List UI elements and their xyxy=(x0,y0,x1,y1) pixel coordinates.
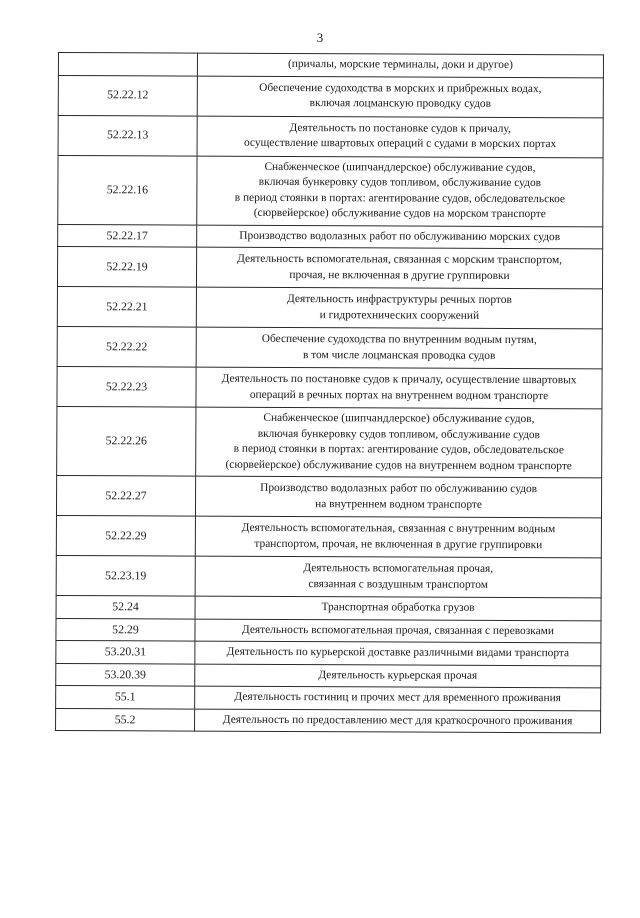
activity-code-cell: 52.22.27 xyxy=(56,475,195,516)
activity-description-cell: Деятельность вспомогательная, связанная с внутренним водным транспортом, прочая, не включенная в другие группировки xyxy=(195,516,601,558)
activity-description-cell: Производство водолазных работ по обслуживанию морских судов xyxy=(197,225,603,249)
table-row xyxy=(56,555,601,597)
activity-description-cell: Транспортная обработка грузов xyxy=(195,596,601,620)
activity-code-cell: 52.29 xyxy=(56,618,195,641)
activity-code-cell: 52.22.22 xyxy=(57,326,196,367)
table-row xyxy=(56,515,601,557)
table-row xyxy=(58,224,603,249)
activity-code-cell: 52.22.26 xyxy=(57,406,196,476)
page-number: 3 xyxy=(316,30,324,45)
table-row xyxy=(58,155,603,226)
activity-description-cell: Снабженческое (шипчандлерское) обслуживание судов, включая бункеровку судов топливом, обслуживание судов в период стоянки в портах: агентирование судов, обследовательское (сюрвейерское) обслуживание судов на внутреннем водном транспорте xyxy=(196,407,602,478)
table-row xyxy=(56,685,601,710)
activity-code-cell: 52.23.19 xyxy=(56,555,195,596)
activity-code-cell: 52.22.16 xyxy=(58,155,197,225)
table-row xyxy=(56,618,601,643)
activity-code-cell: 52.22.23 xyxy=(57,366,196,407)
table-body xyxy=(56,53,604,733)
table-row xyxy=(56,595,601,620)
table-row xyxy=(57,406,602,477)
activity-description-cell: Обеспечение судоходства по внутренним водным путям, в том числе лоцманская проводка судов xyxy=(196,327,602,369)
activity-code-cell: 52.24 xyxy=(56,595,195,618)
table-row xyxy=(56,640,601,665)
table-row xyxy=(58,115,603,157)
table-row xyxy=(58,75,603,117)
activity-description-cell: Снабженческое (шипчандлерское) обслуживание судов, включая бункеровку судов топливом, обслуживание судов в период стоянки в портах: агентирование судов, обследовательское (сюрвейерское) обслуживание судов на морском транспорте xyxy=(197,156,603,227)
table-row xyxy=(57,286,602,328)
activity-description-cell: Деятельность вспомогательная прочая, связанная с перевозками xyxy=(195,619,601,643)
activity-code-cell: 52.22.17 xyxy=(58,224,197,247)
activity-description-cell: Деятельность вспомогательная прочая, связанная с воздушным транспортом xyxy=(195,556,601,598)
activity-description-cell: Деятельность гостиниц и прочих мест для временного проживания xyxy=(195,686,601,710)
table-row xyxy=(56,663,601,688)
activity-description-cell: Деятельность по предоставлению мест для краткосрочного проживания xyxy=(195,709,601,733)
activity-code-cell: 52.22.13 xyxy=(58,115,197,156)
activity-code-cell xyxy=(58,53,197,76)
activity-code-cell: 52.22.12 xyxy=(58,75,197,116)
activity-code-cell: 52.22.19 xyxy=(57,247,196,288)
table-row xyxy=(56,708,601,733)
activity-description-cell: Деятельность вспомогательная, связанная с морским транспортом, прочая, не включенная в другие группировки xyxy=(196,247,602,289)
activity-description-cell: Производство водолазных работ по обслуживанию судов на внутреннем водном транспорте xyxy=(195,476,601,518)
activity-code-cell: 55.2 xyxy=(56,708,195,731)
activity-description-cell: Деятельность курьерская прочая xyxy=(195,664,601,688)
activity-code-cell: 52.22.29 xyxy=(56,515,195,556)
table-row xyxy=(57,247,602,289)
activity-description-cell: Деятельность по постановке судов к причалу, осуществление швартовых операций в речных портах на внутреннем водном транспорте xyxy=(196,367,602,409)
activity-code-cell: 55.1 xyxy=(56,685,195,708)
activity-code-cell: 53.20.39 xyxy=(56,663,195,686)
table-row xyxy=(57,366,602,408)
activity-description-cell: Деятельность по курьерской доставке различными видами транспорта xyxy=(195,641,601,665)
activity-description-cell: Деятельность инфраструктуры речных портов и гидротехнических сооружений xyxy=(196,287,602,329)
table-row xyxy=(57,326,602,368)
table-row xyxy=(58,53,603,78)
activity-description-cell: (причалы, морские терминалы, доки и другое) xyxy=(197,53,603,77)
activity-codes-table xyxy=(55,52,604,733)
activity-description-cell: Обеспечение судоходства в морских и прибрежных водах, включая лоцманскую проводку судов xyxy=(197,76,603,118)
activity-code-cell: 52.22.21 xyxy=(57,286,196,327)
table-row xyxy=(56,475,601,517)
activity-code-cell: 53.20.31 xyxy=(56,640,195,663)
activity-description-cell: Деятельность по постановке судов к причалу, осуществление швартовых операций с судами в морских портах xyxy=(197,116,603,158)
